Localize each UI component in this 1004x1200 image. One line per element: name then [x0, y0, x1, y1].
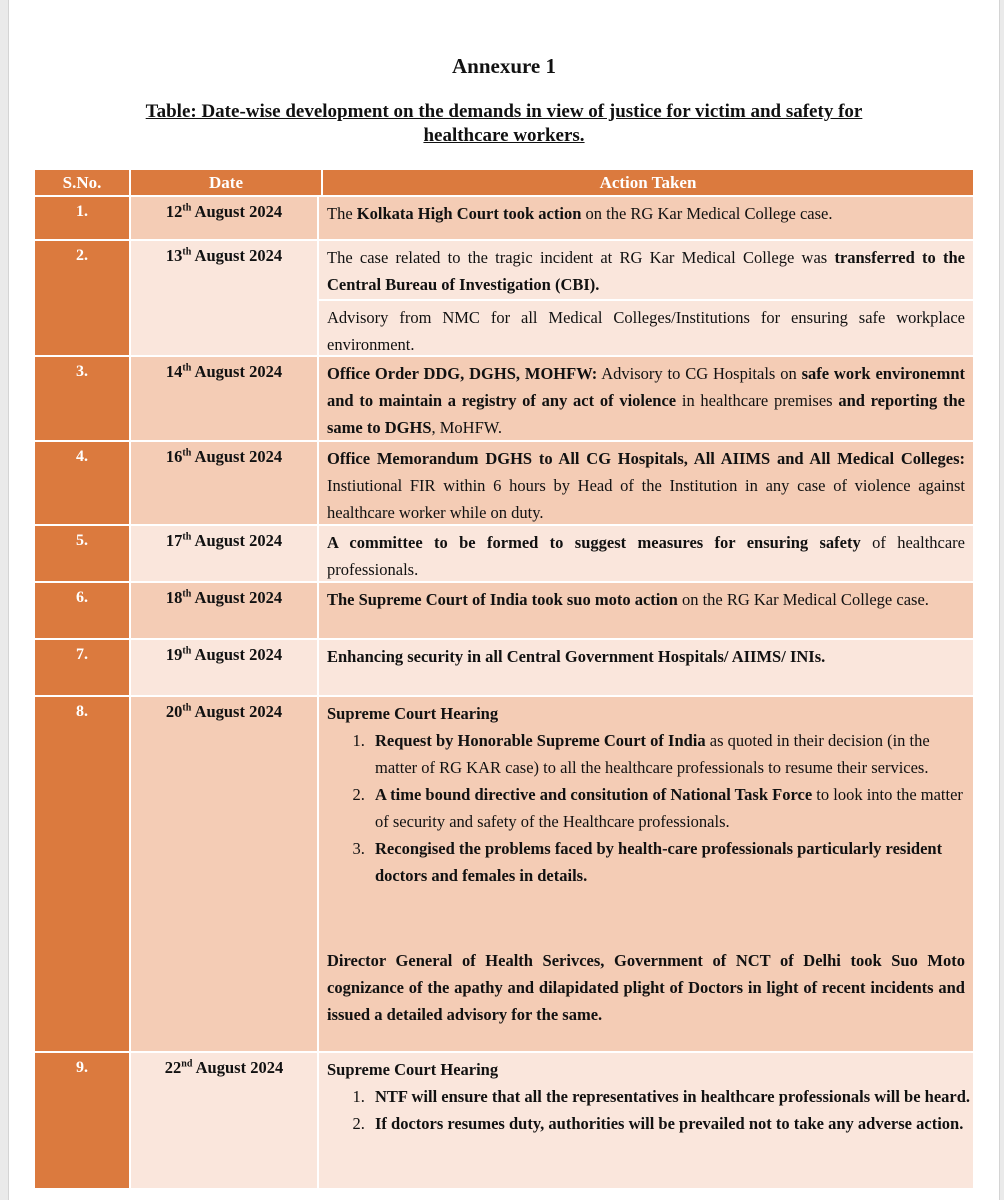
- row-date: 14th August 2024: [129, 357, 319, 440]
- list-item: 1. NTF will ensure that all the representatives in healthcare professionals will be heard.: [369, 1083, 973, 1110]
- row-sno: 2.: [35, 241, 129, 355]
- row-sno: 3.: [35, 357, 129, 440]
- row-date: 20th August 2024: [129, 697, 319, 1051]
- row-action-advisory: Advisory from NMC for all Medical Colleges/Institutions for ensuring safe workplace environment.: [319, 299, 973, 355]
- header-action: Action Taken: [599, 172, 697, 192]
- row-action: [319, 1053, 973, 1188]
- row-action: A committee to be formed to suggest measures for ensuring safety of healthcare professionals.: [319, 526, 973, 581]
- header-date: Date: [131, 170, 323, 195]
- table-row: [35, 638, 973, 695]
- table-row: [35, 440, 973, 524]
- row-sno: 1.: [35, 197, 129, 239]
- row-date: 19th August 2024: [129, 640, 319, 695]
- row-action: The case related to the tragic incident at RG Kar Medical College was transferred to the Central Bureau of Investigation (CBI). Advisory from NMC for all Medical Colleges/Institutions for ensuring safe workplace environment.: [319, 241, 973, 355]
- hearing-list: [319, 727, 973, 889]
- row-sno: 5.: [35, 526, 129, 581]
- row-date: 13th August 2024: [129, 241, 319, 355]
- row-date: 17th August 2024: [129, 526, 319, 581]
- table-title: Table: Date-wise development on the demands in view of justice for victim and safety for healthcare workers.: [145, 101, 863, 146]
- row-sno: 9.: [35, 1053, 129, 1188]
- table-row: [35, 239, 973, 355]
- document-page: [8, 0, 1000, 1200]
- table-row: [35, 195, 973, 239]
- row-action: Office Memorandum DGHS to All CG Hospitals, All AIIMS and All Medical Colleges: Instiutional FIR within 6 hours by Head of the Institution in any case of violence against healthcare worker while on duty.: [319, 442, 973, 524]
- row-action: [319, 697, 973, 1051]
- hearing-list: [319, 1083, 973, 1137]
- list-item: 2. A time bound directive and consitution of National Task Force to look into the matter of security and safety of the Healthcare professionals.: [369, 781, 973, 835]
- row-date: 22nd August 2024: [129, 1053, 319, 1188]
- row-sno: 8.: [35, 697, 129, 1051]
- row-action: The Kolkata High Court took action on the RG Kar Medical College case.: [319, 197, 973, 239]
- row-date: 18th August 2024: [129, 583, 319, 638]
- table-row: [35, 1051, 973, 1188]
- hearing-heading: Supreme Court Hearing: [327, 1060, 499, 1079]
- row-action: The Supreme Court of India took suo moto action on the RG Kar Medical College case.: [319, 583, 973, 638]
- table-row: [35, 355, 973, 440]
- hearing-heading: Supreme Court Hearing: [327, 704, 499, 723]
- annexure-title: Annexure 1: [451, 54, 557, 78]
- row-date: 16th August 2024: [129, 442, 319, 524]
- row-sno: 4.: [35, 442, 129, 524]
- row-action: Office Order DDG, DGHS, MOHFW: Advisory to CG Hospitals on safe work environemnt and to maintain a registry of any act of violence in healthcare premises and reporting the same to DGHS, MoHFW.: [319, 357, 973, 440]
- row-sno: 7.: [35, 640, 129, 695]
- row-sno: 6.: [35, 583, 129, 638]
- table-row: [35, 581, 973, 638]
- list-item: 2. If doctors resumes duty, authorities will be prevailed not to take any adverse action.: [369, 1110, 973, 1137]
- dghs-delhi-note: Director General of Health Serivces, Government of NCT of Delhi took Suo Moto cognizance of the apathy and dilapidated plight of Doctors in light of recent incidents and issued a detailed advisory for the same.: [327, 951, 965, 1024]
- table-header: [35, 170, 973, 195]
- header-sno: S.No.: [35, 170, 131, 195]
- development-table: [35, 170, 973, 1188]
- list-item: 1. Request by Honorable Supreme Court of India as quoted in their decision (in the matter of RG KAR case) to all the healthcare professionals to resume their services.: [369, 727, 973, 781]
- row-action: Enhancing security in all Central Government Hospitals/ AIIMS/ INIs.: [319, 640, 973, 695]
- list-item: 3. Recongised the problems faced by health-care professionals particularly resident doctors and females in details.: [369, 835, 973, 889]
- table-row: [35, 695, 973, 1051]
- row-date: 12th August 2024: [129, 197, 319, 239]
- table-row: [35, 524, 973, 581]
